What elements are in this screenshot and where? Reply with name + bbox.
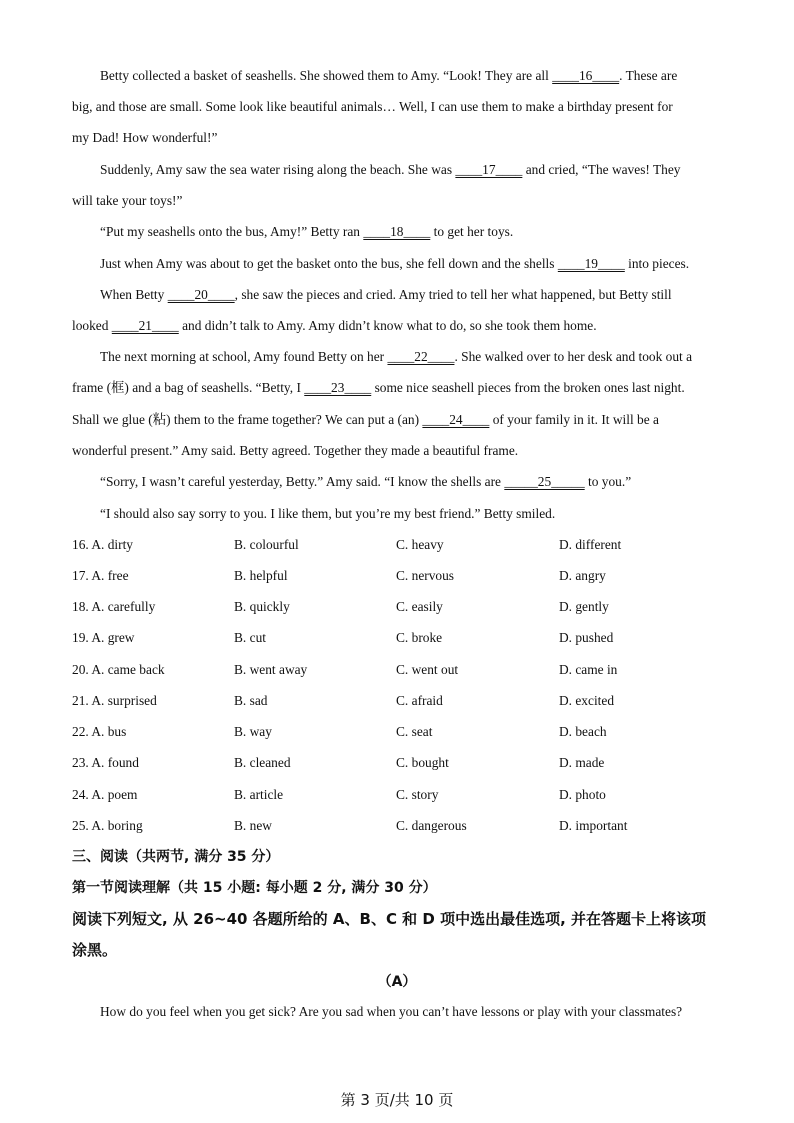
story-line: “Put my seashells onto the bus, Amy!” Betty ran ____18____ to get her toys. [100, 224, 514, 239]
option-d: D. important [559, 818, 628, 833]
section-instructions-cont: 涂黑。 [72, 941, 118, 959]
story-line: will take your toys!” [72, 193, 183, 208]
option-b: B. helpful [234, 568, 288, 583]
option-c: C. bought [396, 755, 449, 770]
blank-19: ____19____ [557, 256, 625, 271]
option-a: 20. A. came back [72, 662, 165, 677]
option-a: 16. A. dirty [72, 537, 134, 552]
option-c: C. afraid [396, 693, 443, 708]
page-footer: 第 3 页/共 10 页 [340, 1091, 454, 1109]
story-line: Just when Amy was about to get the basket onto the bus, she fell down and the shells ____19____ into pieces. [100, 256, 690, 271]
story-line: big, and those are small. Some look like beautiful animals… Well, I can use them to make a birthday present for [72, 99, 673, 114]
section-subheading: 第一节阅读理解（共 15 小题: 每小题 2 分, 满分 30 分） [72, 880, 437, 896]
blank-21: ____21____ [111, 318, 179, 333]
option-a: 25. A. boring [72, 818, 143, 833]
blank-24: ____24____ [422, 412, 490, 427]
blank-23: ____23____ [304, 380, 372, 395]
option-b: B. colourful [234, 537, 299, 552]
story-line: “Sorry, I wasn’t careful yesterday, Betty.” Amy said. “I know the shells are _____25_____ to you.” [100, 474, 632, 489]
option-a: 17. A. free [72, 568, 129, 583]
option-b: B. way [234, 724, 272, 739]
section-heading: 三、阅读（共两节, 满分 35 分） [72, 849, 280, 865]
story-line: Betty collected a basket of seashells. She showed them to Amy. “Look! They are all ____16____. These are [100, 68, 678, 83]
story-line: “I should also say sorry to you. I like them, but you’re my best friend.” Betty smiled. [100, 506, 556, 521]
option-d: D. angry [559, 568, 606, 583]
option-a: 21. A. surprised [72, 693, 157, 708]
story-line: looked ____21____ and didn’t talk to Amy. Amy didn’t know what to do, so she took them home. [72, 318, 597, 333]
blank-16: ____16____ [552, 68, 620, 83]
option-b: B. quickly [234, 599, 290, 614]
story-line: frame (框) and a bag of seashells. “Betty, I ____23____ some nice seashell pieces from the broken ones last night. [72, 380, 685, 395]
option-a: 19. A. grew [72, 630, 135, 645]
option-d: D. made [559, 755, 605, 770]
blank-25: _____25_____ [504, 474, 585, 489]
passage-text: How do you feel when you get sick? Are you sad when you can’t have lessons or play with your classmates? [100, 1004, 683, 1019]
option-c: C. seat [396, 724, 433, 739]
option-a: 22. A. bus [72, 724, 127, 739]
option-b: B. cleaned [234, 755, 291, 770]
option-b: B. cut [234, 630, 266, 645]
option-c: C. dangerous [396, 818, 467, 833]
option-c: C. easily [396, 599, 443, 614]
option-b: B. new [234, 818, 272, 833]
option-d: D. gently [559, 599, 609, 614]
blank-17: ____17____ [455, 162, 523, 177]
option-d: D. beach [559, 724, 607, 739]
option-a: 24. A. poem [72, 787, 138, 802]
option-a: 23. A. found [72, 755, 139, 770]
option-c: C. broke [396, 630, 443, 645]
option-d: D. different [559, 537, 622, 552]
option-b: B. sad [234, 693, 268, 708]
story-line: The next morning at school, Amy found Betty on her ____22____. She walked over to her desk and took out a [100, 349, 693, 364]
section-instructions: 阅读下列短文, 从 26~40 各题所给的 A、B、C 和 D 项中选出最佳选项, 并在答题卡上将该项 [72, 910, 706, 928]
story-line: wonderful present.” Amy said. Betty agreed. Together they made a beautiful frame. [72, 443, 519, 458]
option-c: C. went out [396, 662, 459, 677]
option-c: C. story [396, 787, 439, 802]
story-line: Shall we glue (粘) them to the frame together? We can put a (an) ____24____ of your family in it. It will be a [72, 412, 659, 427]
option-c: C. nervous [396, 568, 455, 583]
story-line: When Betty ____20____, she saw the pieces and cried. Amy tried to tell her what happened, but Betty still [100, 287, 672, 302]
story-line: Suddenly, Amy saw the sea water rising along the beach. She was ____17____ and cried, “The waves! They [100, 162, 681, 177]
option-a: 18. A. carefully [72, 599, 156, 614]
story-line: my Dad! How wonderful!” [72, 130, 218, 145]
option-d: D. photo [559, 787, 606, 802]
option-b: B. article [234, 787, 284, 802]
blank-22: ____22____ [387, 349, 455, 364]
option-d: D. pushed [559, 630, 614, 645]
passage-label: （A） [377, 974, 417, 990]
option-d: D. came in [559, 662, 618, 677]
blank-18: ____18____ [363, 224, 431, 239]
option-c: C. heavy [396, 537, 444, 552]
option-b: B. went away [234, 662, 308, 677]
option-d: D. excited [559, 693, 615, 708]
blank-20: ____20____ [167, 287, 235, 302]
